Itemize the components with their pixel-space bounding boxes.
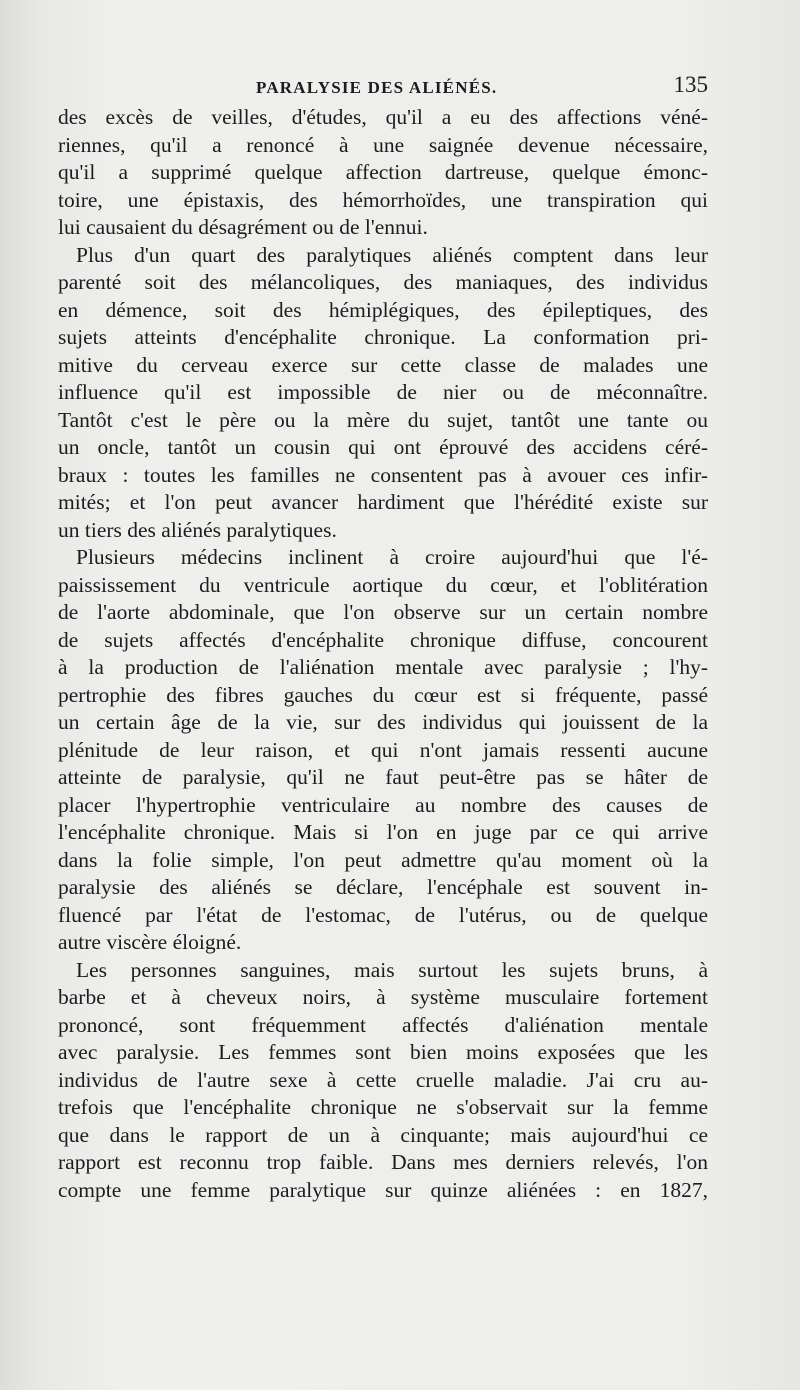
text-line: atteinte de paralysie, qu'il ne faut peut-être pas se hâter de <box>58 765 708 789</box>
text-line: mitive du cerveau exerce sur cette classe de malades une <box>58 352 708 377</box>
text-line: compte une femme paralytique sur quinze aliénées : en 1827, <box>58 1177 708 1202</box>
text-line: influence qu'il est impossible de nier ou de méconnaître. <box>58 380 708 404</box>
text-line: pertrophie des fibres gauches du cœur est si fréquente, passé <box>58 682 708 707</box>
text-line: prononcé, sont fréquemment affectés d'aliénation mentale <box>58 1012 708 1037</box>
paragraph <box>58 242 708 545</box>
running-title: PARALYSIE DES ALIÉNÉS. <box>256 78 498 97</box>
text-line: lui causaient du désagrément ou de l'ennui. <box>58 215 428 239</box>
page-number: 135 <box>673 72 708 97</box>
text-line: individus de l'autre sexe à cette cruelle maladie. J'ai cru au- <box>58 1067 708 1092</box>
text-line: parenté soit des mélancoliques, des maniaques, des individus <box>58 270 708 294</box>
text-line: riennes, qu'il a renoncé à une saignée devenue nécessaire, <box>58 132 708 157</box>
text-line: fluencé par l'état de l'estomac, de l'utérus, ou de quelque <box>58 902 708 927</box>
paragraph <box>58 544 708 957</box>
body-text <box>58 104 708 1204</box>
text-line: des excès de veilles, d'études, qu'il a eu des affections véné- <box>58 105 708 129</box>
text-line: barbe et à cheveux noirs, à système musculaire fortement <box>58 985 708 1009</box>
text-line: placer l'hypertrophie ventriculaire au nombre des causes de <box>58 792 708 817</box>
text-line: un oncle, tantôt un cousin qui ont éprouvé des accidens céré- <box>58 435 708 459</box>
text-line: mités; et l'on peut avancer hardiment que l'hérédité existe sur <box>58 490 708 514</box>
text-line: un tiers des aliénés paralytiques. <box>58 517 337 542</box>
text-line: autre viscère éloigné. <box>58 930 242 954</box>
text-line: que dans le rapport de un à cinquante; mais aujourd'hui ce <box>58 1122 708 1147</box>
text-line: qu'il a supprimé quelque affection dartreuse, quelque émonc- <box>58 160 708 184</box>
text-line: avec paralysie. Les femmes sont bien moins exposées que les <box>58 1040 708 1064</box>
text-line: de l'aorte abdominale, que l'on observe sur un certain nombre <box>58 600 708 624</box>
text-line: paralysie des aliénés se déclare, l'encéphale est souvent in- <box>58 875 708 899</box>
text-line: paississement du ventricule aortique du cœur, et l'oblitération <box>58 572 708 597</box>
text-line: braux : toutes les familles ne consentent pas à avouer ces infir- <box>58 462 708 487</box>
text-line: Plus d'un quart des paralytiques aliénés comptent dans leur <box>76 242 708 267</box>
text-line: Tantôt c'est le père ou la mère du sujet, tantôt une tante ou <box>58 407 708 432</box>
page-header <box>58 72 708 102</box>
text-line: en démence, soit des hémiplégiques, des épileptiques, des <box>58 297 708 322</box>
text-line: à la production de l'aliénation mentale avec paralysie ; l'hy- <box>58 655 708 679</box>
text-line: sujets atteints d'encéphalite chronique. La conformation pri- <box>58 325 708 349</box>
text-line: rapport est reconnu trop faible. Dans mes derniers relevés, l'on <box>58 1150 708 1174</box>
text-line: de sujets affectés d'encéphalite chronique diffuse, concourent <box>58 627 708 652</box>
text-line: dans la folie simple, l'on peut admettre qu'au moment où la <box>58 847 708 872</box>
text-line: plénitude de leur raison, et qui n'ont jamais ressenti aucune <box>58 737 708 762</box>
text-line: toire, une épistaxis, des hémorrhoïdes, une transpiration qui <box>58 187 708 212</box>
text-line: trefois que l'encéphalite chronique ne s'observait sur la femme <box>58 1095 708 1119</box>
text-line: l'encéphalite chronique. Mais si l'on en juge par ce qui arrive <box>58 820 708 844</box>
text-line: Les personnes sanguines, mais surtout les sujets bruns, à <box>76 957 708 982</box>
text-line: Plusieurs médecins inclinent à croire aujourd'hui que l'é- <box>76 545 708 569</box>
text-line: un certain âge de la vie, sur des individus qui jouissent de la <box>58 710 708 734</box>
paragraph <box>58 957 708 1205</box>
paragraph <box>58 104 708 242</box>
